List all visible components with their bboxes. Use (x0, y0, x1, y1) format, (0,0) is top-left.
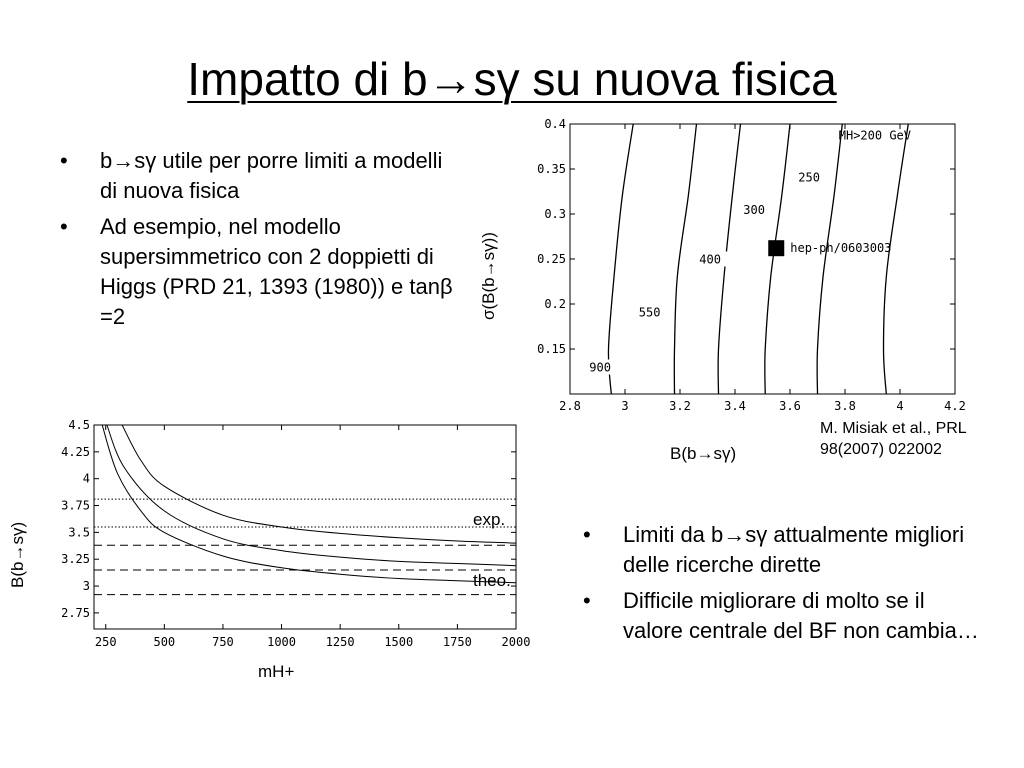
y-tick-label: 0.35 (537, 162, 566, 176)
x-tick-label: 1000 (267, 635, 297, 649)
bullet-list-bottom (583, 520, 983, 652)
bsg-curve-upper (122, 425, 516, 543)
x-tick-label: 3.4 (724, 399, 746, 413)
contour-plot-svg (520, 112, 972, 414)
x-tick-label: 2.8 (559, 399, 581, 413)
y-tick-label: 3.25 (61, 552, 90, 567)
curve-label: 550 (638, 305, 661, 320)
theo-label: theo. (473, 570, 511, 590)
contour-line-300 (765, 124, 790, 394)
x-tick-label: 1750 (442, 635, 472, 649)
plot-frame (570, 124, 955, 394)
slide-title (0, 52, 1024, 106)
bsg-ylabel: B(b→sγ) (8, 521, 27, 588)
contour-ylabel: σ(B(b→sγ)) (479, 232, 498, 320)
bsg-vs-mh-plot-svg (46, 413, 531, 655)
x-tick-label: 2000 (501, 635, 531, 649)
y-tick-label: 2.75 (61, 605, 90, 620)
x-tick-label: 4 (896, 399, 904, 413)
x-tick-label: 3.6 (779, 399, 801, 413)
x-tick-label: 4.2 (944, 399, 966, 413)
contour-line-200 (884, 124, 909, 394)
curve-label: 900 (589, 360, 611, 375)
x-tick-label: 500 (153, 635, 176, 649)
exp-label: exp. (473, 510, 506, 529)
contour-plot (520, 112, 972, 414)
x-tick-label: 750 (212, 635, 234, 649)
bullet-item: • Limiti da b→sγ attualmente migliori delle ricerche dirette (583, 520, 983, 580)
bullet-item: • Difficile migliorare di molto se il valore centrale del BF non cambia… (583, 586, 983, 646)
y-tick-label: 0.25 (537, 252, 566, 266)
x-tick-label: 1500 (384, 635, 414, 649)
bsg-curve-lower (102, 425, 516, 583)
slide-title-text: Impatto di b→sγ su nuova fisica (187, 53, 837, 105)
x-tick-label: 3 (621, 399, 629, 413)
y-tick-label: 3.5 (68, 525, 90, 540)
curve-label: 400 (699, 252, 721, 267)
x-tick-label: 1250 (325, 635, 355, 649)
y-tick-label: 0.15 (537, 342, 566, 356)
x-tick-label: 250 (94, 635, 117, 649)
x-tick-label: 3.2 (669, 399, 691, 413)
contour-line-550 (674, 124, 696, 394)
y-tick-label: 0.2 (544, 297, 566, 311)
x-tick-label: 3.8 (834, 399, 856, 413)
bsg-curve-middle (107, 425, 516, 566)
y-tick-label: 4.25 (61, 444, 90, 459)
measurement-marker (768, 240, 784, 256)
y-tick-label: 3 (82, 579, 90, 594)
contour-line-250 (817, 124, 842, 394)
curve-label: 250 (798, 170, 820, 185)
y-tick-label: 3.75 (61, 498, 90, 513)
citation-line: M. Misiak et al., PRL (820, 420, 967, 437)
mh-annotation: MH>200 GeV (838, 128, 911, 143)
y-tick-label: 4 (82, 471, 90, 486)
measurement-label: hep-ph/0603003 (790, 241, 892, 256)
bullet-item: • Ad esempio, nel modello supersimmetrico con 2 doppietti di Higgs (PRD 21, 1393 (1980)) e tanβ =2 (60, 212, 460, 332)
citation (820, 418, 967, 460)
bsg-xlabel: mH+ (258, 662, 295, 681)
y-tick-label: 4.5 (68, 418, 90, 432)
contour-xlabel: B(b→sγ) (670, 444, 737, 463)
bsg-vs-mh-plot (46, 413, 531, 655)
contour-line-900 (608, 124, 633, 394)
citation-line: 98(2007) 022002 (820, 441, 942, 458)
bullet-list-top (60, 146, 460, 338)
curve-label: 300 (743, 203, 765, 217)
bullet-item: • b→sγ utile per porre limiti a modelli di nuova fisica (60, 146, 460, 206)
y-tick-label: 0.4 (544, 117, 566, 131)
y-tick-label: 0.3 (544, 207, 566, 221)
